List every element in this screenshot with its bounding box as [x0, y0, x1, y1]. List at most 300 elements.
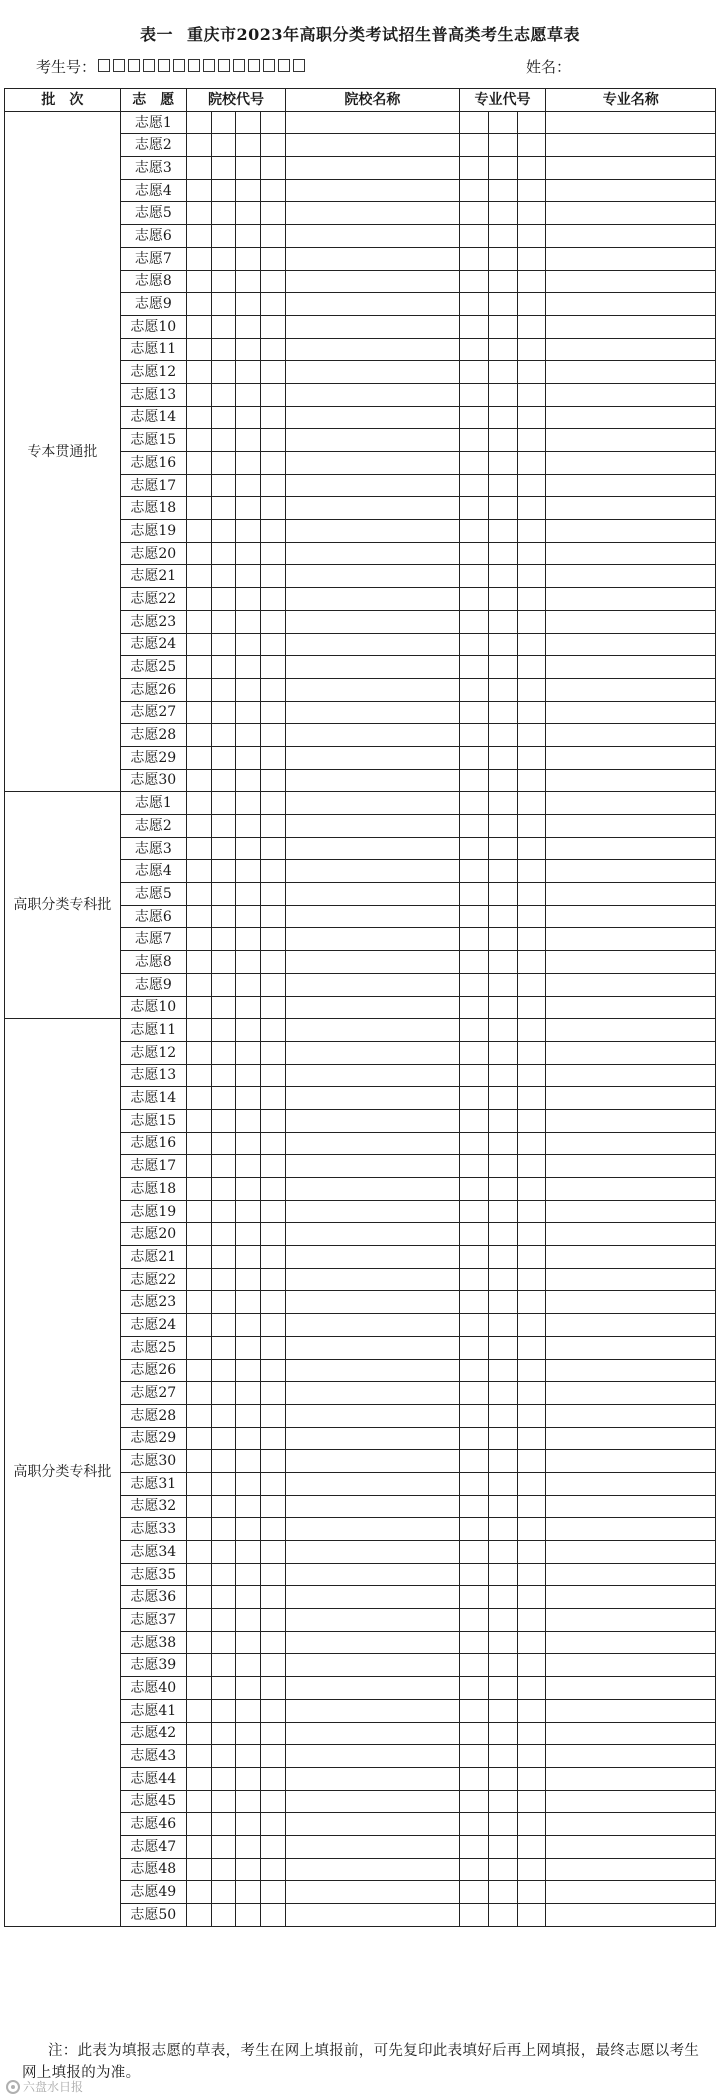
major-code-cell[interactable] [488, 724, 517, 747]
school-code-cell[interactable] [261, 1064, 286, 1087]
school-code-cell[interactable] [186, 157, 211, 180]
school-name-cell[interactable] [286, 1699, 460, 1722]
school-name-cell[interactable] [286, 1041, 460, 1064]
school-code-cell[interactable] [236, 452, 261, 475]
major-code-cell[interactable] [517, 588, 546, 611]
school-name-cell[interactable] [286, 1813, 460, 1836]
school-code-cell[interactable] [261, 996, 286, 1019]
major-name-cell[interactable] [546, 1019, 716, 1042]
school-code-cell[interactable] [186, 837, 211, 860]
school-code-cell[interactable] [211, 1200, 236, 1223]
school-name-cell[interactable] [286, 1767, 460, 1790]
major-code-cell[interactable] [488, 1200, 517, 1223]
school-code-cell[interactable] [186, 1835, 211, 1858]
school-code-cell[interactable] [261, 1019, 286, 1042]
school-code-cell[interactable] [261, 361, 286, 384]
major-name-cell[interactable] [546, 1200, 716, 1223]
major-code-cell[interactable] [517, 429, 546, 452]
major-code-cell[interactable] [488, 1495, 517, 1518]
major-code-cell[interactable] [459, 1382, 488, 1405]
school-code-cell[interactable] [261, 1246, 286, 1269]
major-code-cell[interactable] [459, 1858, 488, 1881]
school-name-cell[interactable] [286, 1178, 460, 1201]
school-code-cell[interactable] [186, 565, 211, 588]
major-code-cell[interactable] [488, 1109, 517, 1132]
school-code-cell[interactable] [211, 474, 236, 497]
school-name-cell[interactable] [286, 588, 460, 611]
school-code-cell[interactable] [261, 1586, 286, 1609]
school-code-cell[interactable] [236, 860, 261, 883]
school-name-cell[interactable] [286, 383, 460, 406]
school-code-cell[interactable] [261, 315, 286, 338]
major-code-cell[interactable] [459, 1019, 488, 1042]
exam-number-box[interactable] [98, 59, 110, 72]
major-code-cell[interactable] [517, 1382, 546, 1405]
school-name-cell[interactable] [286, 1450, 460, 1473]
exam-number-box[interactable] [203, 59, 215, 72]
major-code-cell[interactable] [517, 134, 546, 157]
school-code-cell[interactable] [236, 1790, 261, 1813]
school-code-cell[interactable] [211, 1178, 236, 1201]
major-name-cell[interactable] [546, 474, 716, 497]
school-code-cell[interactable] [261, 429, 286, 452]
school-code-cell[interactable] [211, 928, 236, 951]
major-name-cell[interactable] [546, 1722, 716, 1745]
major-code-cell[interactable] [488, 338, 517, 361]
school-code-cell[interactable] [186, 1336, 211, 1359]
major-code-cell[interactable] [517, 1268, 546, 1291]
major-code-cell[interactable] [517, 315, 546, 338]
school-name-cell[interactable] [286, 202, 460, 225]
school-code-cell[interactable] [186, 1541, 211, 1564]
school-code-cell[interactable] [236, 565, 261, 588]
major-code-cell[interactable] [488, 1472, 517, 1495]
school-code-cell[interactable] [261, 1178, 286, 1201]
major-name-cell[interactable] [546, 1450, 716, 1473]
major-code-cell[interactable] [517, 1427, 546, 1450]
major-code-cell[interactable] [459, 225, 488, 248]
major-code-cell[interactable] [459, 361, 488, 384]
school-code-cell[interactable] [211, 111, 236, 134]
school-name-cell[interactable] [286, 1722, 460, 1745]
major-code-cell[interactable] [459, 179, 488, 202]
school-code-cell[interactable] [211, 1291, 236, 1314]
major-name-cell[interactable] [546, 1858, 716, 1881]
school-name-cell[interactable] [286, 1790, 460, 1813]
school-name-cell[interactable] [286, 973, 460, 996]
major-code-cell[interactable] [459, 1178, 488, 1201]
school-code-cell[interactable] [261, 746, 286, 769]
exam-number-box[interactable] [278, 59, 290, 72]
school-code-cell[interactable] [236, 338, 261, 361]
major-code-cell[interactable] [488, 1745, 517, 1768]
school-code-cell[interactable] [211, 1223, 236, 1246]
major-name-cell[interactable] [546, 1767, 716, 1790]
major-code-cell[interactable] [517, 1336, 546, 1359]
major-code-cell[interactable] [517, 1041, 546, 1064]
school-code-cell[interactable] [186, 1450, 211, 1473]
school-code-cell[interactable] [261, 270, 286, 293]
school-code-cell[interactable] [211, 1745, 236, 1768]
major-code-cell[interactable] [488, 1178, 517, 1201]
school-code-cell[interactable] [211, 452, 236, 475]
major-code-cell[interactable] [488, 1835, 517, 1858]
major-name-cell[interactable] [546, 157, 716, 180]
school-code-cell[interactable] [261, 338, 286, 361]
major-code-cell[interactable] [517, 1019, 546, 1042]
school-code-cell[interactable] [236, 883, 261, 906]
major-code-cell[interactable] [459, 1767, 488, 1790]
major-code-cell[interactable] [459, 520, 488, 543]
school-name-cell[interactable] [286, 1132, 460, 1155]
school-code-cell[interactable] [186, 1087, 211, 1110]
major-code-cell[interactable] [459, 996, 488, 1019]
major-code-cell[interactable] [459, 883, 488, 906]
major-code-cell[interactable] [459, 633, 488, 656]
school-code-cell[interactable] [236, 474, 261, 497]
school-code-cell[interactable] [186, 973, 211, 996]
school-name-cell[interactable] [286, 542, 460, 565]
school-code-cell[interactable] [186, 247, 211, 270]
exam-number-box[interactable] [143, 59, 155, 72]
school-code-cell[interactable] [261, 1541, 286, 1564]
school-name-cell[interactable] [286, 1881, 460, 1904]
school-code-cell[interactable] [261, 1654, 286, 1677]
school-code-cell[interactable] [211, 429, 236, 452]
school-name-cell[interactable] [286, 565, 460, 588]
school-code-cell[interactable] [186, 610, 211, 633]
school-code-cell[interactable] [236, 1450, 261, 1473]
school-code-cell[interactable] [186, 1699, 211, 1722]
major-code-cell[interactable] [488, 951, 517, 974]
school-code-cell[interactable] [186, 1064, 211, 1087]
school-code-cell[interactable] [211, 406, 236, 429]
school-code-cell[interactable] [186, 996, 211, 1019]
major-code-cell[interactable] [488, 1699, 517, 1722]
school-code-cell[interactable] [261, 134, 286, 157]
major-name-cell[interactable] [546, 1404, 716, 1427]
major-code-cell[interactable] [517, 452, 546, 475]
school-name-cell[interactable] [286, 905, 460, 928]
school-name-cell[interactable] [286, 293, 460, 316]
major-code-cell[interactable] [459, 565, 488, 588]
major-code-cell[interactable] [488, 1087, 517, 1110]
school-code-cell[interactable] [236, 520, 261, 543]
school-code-cell[interactable] [261, 678, 286, 701]
major-code-cell[interactable] [517, 1518, 546, 1541]
school-code-cell[interactable] [236, 497, 261, 520]
school-code-cell[interactable] [211, 1359, 236, 1382]
school-name-cell[interactable] [286, 1631, 460, 1654]
major-code-cell[interactable] [459, 1677, 488, 1700]
major-name-cell[interactable] [546, 202, 716, 225]
school-code-cell[interactable] [211, 225, 236, 248]
major-code-cell[interactable] [488, 565, 517, 588]
school-code-cell[interactable] [211, 1404, 236, 1427]
major-name-cell[interactable] [546, 383, 716, 406]
school-code-cell[interactable] [261, 769, 286, 792]
school-name-cell[interactable] [286, 883, 460, 906]
school-code-cell[interactable] [211, 1450, 236, 1473]
school-code-cell[interactable] [186, 1518, 211, 1541]
school-name-cell[interactable] [286, 860, 460, 883]
major-code-cell[interactable] [488, 111, 517, 134]
school-code-cell[interactable] [261, 1790, 286, 1813]
major-name-cell[interactable] [546, 1541, 716, 1564]
school-code-cell[interactable] [211, 1382, 236, 1405]
school-code-cell[interactable] [236, 361, 261, 384]
major-code-cell[interactable] [459, 1450, 488, 1473]
school-code-cell[interactable] [261, 474, 286, 497]
major-code-cell[interactable] [488, 542, 517, 565]
school-name-cell[interactable] [286, 656, 460, 679]
school-code-cell[interactable] [186, 1677, 211, 1700]
school-code-cell[interactable] [261, 792, 286, 815]
school-name-cell[interactable] [286, 1291, 460, 1314]
school-name-cell[interactable] [286, 1404, 460, 1427]
major-code-cell[interactable] [488, 1314, 517, 1337]
school-code-cell[interactable] [236, 1087, 261, 1110]
school-code-cell[interactable] [236, 1268, 261, 1291]
exam-number-box[interactable] [263, 59, 275, 72]
school-code-cell[interactable] [186, 1382, 211, 1405]
major-code-cell[interactable] [517, 837, 546, 860]
major-code-cell[interactable] [517, 973, 546, 996]
major-name-cell[interactable] [546, 361, 716, 384]
school-name-cell[interactable] [286, 315, 460, 338]
school-code-cell[interactable] [211, 1677, 236, 1700]
major-code-cell[interactable] [488, 1518, 517, 1541]
school-code-cell[interactable] [211, 497, 236, 520]
school-code-cell[interactable] [236, 1722, 261, 1745]
major-name-cell[interactable] [546, 520, 716, 543]
major-code-cell[interactable] [488, 1813, 517, 1836]
major-code-cell[interactable] [488, 633, 517, 656]
school-code-cell[interactable] [261, 883, 286, 906]
exam-number-box[interactable] [158, 59, 170, 72]
school-code-cell[interactable] [236, 724, 261, 747]
school-code-cell[interactable] [211, 837, 236, 860]
school-code-cell[interactable] [211, 1155, 236, 1178]
major-code-cell[interactable] [517, 1790, 546, 1813]
major-code-cell[interactable] [459, 452, 488, 475]
major-name-cell[interactable] [546, 905, 716, 928]
major-code-cell[interactable] [459, 497, 488, 520]
school-name-cell[interactable] [286, 837, 460, 860]
school-code-cell[interactable] [236, 111, 261, 134]
school-code-cell[interactable] [186, 633, 211, 656]
exam-number-box[interactable] [248, 59, 260, 72]
major-code-cell[interactable] [488, 134, 517, 157]
school-code-cell[interactable] [236, 1881, 261, 1904]
school-name-cell[interactable] [286, 179, 460, 202]
school-code-cell[interactable] [261, 724, 286, 747]
major-code-cell[interactable] [517, 996, 546, 1019]
major-name-cell[interactable] [546, 769, 716, 792]
major-code-cell[interactable] [459, 1155, 488, 1178]
major-code-cell[interactable] [517, 111, 546, 134]
major-code-cell[interactable] [459, 270, 488, 293]
school-code-cell[interactable] [261, 225, 286, 248]
major-code-cell[interactable] [517, 497, 546, 520]
school-code-cell[interactable] [236, 951, 261, 974]
school-code-cell[interactable] [211, 633, 236, 656]
major-name-cell[interactable] [546, 633, 716, 656]
school-code-cell[interactable] [261, 1404, 286, 1427]
major-name-cell[interactable] [546, 1677, 716, 1700]
school-code-cell[interactable] [211, 1064, 236, 1087]
major-code-cell[interactable] [459, 701, 488, 724]
major-code-cell[interactable] [488, 1404, 517, 1427]
major-code-cell[interactable] [517, 1109, 546, 1132]
major-code-cell[interactable] [517, 247, 546, 270]
school-code-cell[interactable] [211, 1472, 236, 1495]
major-code-cell[interactable] [488, 746, 517, 769]
major-code-cell[interactable] [459, 1518, 488, 1541]
school-code-cell[interactable] [261, 860, 286, 883]
school-code-cell[interactable] [261, 973, 286, 996]
major-code-cell[interactable] [488, 179, 517, 202]
major-code-cell[interactable] [517, 1609, 546, 1632]
major-code-cell[interactable] [459, 247, 488, 270]
school-code-cell[interactable] [211, 293, 236, 316]
major-code-cell[interactable] [459, 1200, 488, 1223]
school-name-cell[interactable] [286, 1541, 460, 1564]
major-code-cell[interactable] [517, 905, 546, 928]
school-code-cell[interactable] [261, 1450, 286, 1473]
major-code-cell[interactable] [488, 1268, 517, 1291]
major-code-cell[interactable] [459, 1336, 488, 1359]
major-code-cell[interactable] [488, 1291, 517, 1314]
school-code-cell[interactable] [186, 1858, 211, 1881]
school-code-cell[interactable] [236, 1109, 261, 1132]
major-code-cell[interactable] [517, 1450, 546, 1473]
major-code-cell[interactable] [488, 497, 517, 520]
school-code-cell[interactable] [186, 1881, 211, 1904]
school-code-cell[interactable] [236, 1609, 261, 1632]
school-name-cell[interactable] [286, 1336, 460, 1359]
school-name-cell[interactable] [286, 1155, 460, 1178]
major-name-cell[interactable] [546, 497, 716, 520]
major-code-cell[interactable] [459, 1609, 488, 1632]
school-code-cell[interactable] [236, 656, 261, 679]
school-code-cell[interactable] [186, 134, 211, 157]
major-name-cell[interactable] [546, 973, 716, 996]
major-code-cell[interactable] [459, 429, 488, 452]
major-code-cell[interactable] [459, 1722, 488, 1745]
major-code-cell[interactable] [459, 1586, 488, 1609]
major-code-cell[interactable] [517, 338, 546, 361]
school-code-cell[interactable] [186, 1109, 211, 1132]
school-code-cell[interactable] [261, 1518, 286, 1541]
school-code-cell[interactable] [261, 383, 286, 406]
school-name-cell[interactable] [286, 1268, 460, 1291]
school-name-cell[interactable] [286, 497, 460, 520]
major-code-cell[interactable] [488, 270, 517, 293]
major-code-cell[interactable] [517, 1064, 546, 1087]
school-code-cell[interactable] [211, 361, 236, 384]
school-code-cell[interactable] [186, 1019, 211, 1042]
school-code-cell[interactable] [236, 383, 261, 406]
school-code-cell[interactable] [186, 1200, 211, 1223]
school-code-cell[interactable] [211, 883, 236, 906]
major-code-cell[interactable] [488, 1382, 517, 1405]
school-code-cell[interactable] [186, 452, 211, 475]
school-name-cell[interactable] [286, 1087, 460, 1110]
school-name-cell[interactable] [286, 452, 460, 475]
major-code-cell[interactable] [459, 1495, 488, 1518]
school-name-cell[interactable] [286, 951, 460, 974]
major-code-cell[interactable] [517, 1314, 546, 1337]
major-code-cell[interactable] [517, 1132, 546, 1155]
school-code-cell[interactable] [211, 792, 236, 815]
school-code-cell[interactable] [186, 1631, 211, 1654]
major-code-cell[interactable] [459, 1813, 488, 1836]
school-code-cell[interactable] [186, 928, 211, 951]
school-code-cell[interactable] [236, 1200, 261, 1223]
school-code-cell[interactable] [211, 1813, 236, 1836]
school-code-cell[interactable] [236, 293, 261, 316]
school-code-cell[interactable] [261, 1336, 286, 1359]
major-code-cell[interactable] [517, 1699, 546, 1722]
school-name-cell[interactable] [286, 1019, 460, 1042]
major-code-cell[interactable] [459, 951, 488, 974]
school-name-cell[interactable] [286, 792, 460, 815]
school-code-cell[interactable] [211, 905, 236, 928]
major-code-cell[interactable] [517, 1813, 546, 1836]
major-name-cell[interactable] [546, 429, 716, 452]
school-code-cell[interactable] [186, 860, 211, 883]
major-name-cell[interactable] [546, 1246, 716, 1269]
school-code-cell[interactable] [236, 1359, 261, 1382]
major-code-cell[interactable] [488, 883, 517, 906]
school-code-cell[interactable] [211, 179, 236, 202]
school-name-cell[interactable] [286, 1427, 460, 1450]
major-name-cell[interactable] [546, 1813, 716, 1836]
major-name-cell[interactable] [546, 1178, 716, 1201]
major-name-cell[interactable] [546, 1041, 716, 1064]
major-code-cell[interactable] [517, 474, 546, 497]
major-code-cell[interactable] [459, 1041, 488, 1064]
school-code-cell[interactable] [236, 1495, 261, 1518]
school-name-cell[interactable] [286, 701, 460, 724]
school-name-cell[interactable] [286, 678, 460, 701]
major-code-cell[interactable] [517, 1904, 546, 1927]
major-code-cell[interactable] [517, 1178, 546, 1201]
school-name-cell[interactable] [286, 610, 460, 633]
major-code-cell[interactable] [488, 452, 517, 475]
school-code-cell[interactable] [236, 179, 261, 202]
school-code-cell[interactable] [186, 202, 211, 225]
major-name-cell[interactable] [546, 293, 716, 316]
major-name-cell[interactable] [546, 1472, 716, 1495]
major-code-cell[interactable] [517, 633, 546, 656]
school-code-cell[interactable] [236, 701, 261, 724]
school-code-cell[interactable] [261, 1677, 286, 1700]
school-code-cell[interactable] [211, 1087, 236, 1110]
school-code-cell[interactable] [211, 1314, 236, 1337]
school-code-cell[interactable] [236, 270, 261, 293]
major-code-cell[interactable] [488, 157, 517, 180]
major-name-cell[interactable] [546, 565, 716, 588]
major-code-cell[interactable] [517, 724, 546, 747]
school-code-cell[interactable] [236, 134, 261, 157]
school-code-cell[interactable] [236, 1404, 261, 1427]
school-code-cell[interactable] [211, 678, 236, 701]
major-code-cell[interactable] [459, 1087, 488, 1110]
school-code-cell[interactable] [186, 474, 211, 497]
school-name-cell[interactable] [286, 1677, 460, 1700]
